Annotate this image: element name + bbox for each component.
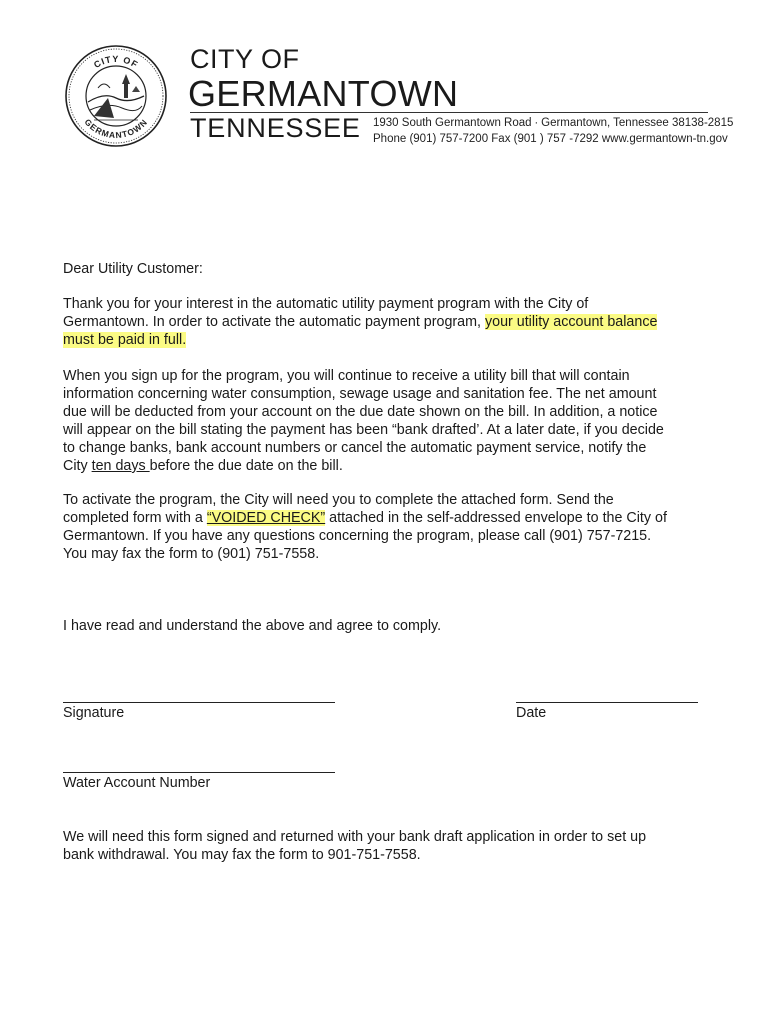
salutation: Dear Utility Customer: — [63, 261, 203, 277]
letterhead-address: 1930 South Germantown Road ∙ Germantown, Tennessee 38138-2815 — [373, 117, 734, 129]
agreement-statement: I have read and understand the above and agree to comply. — [63, 618, 442, 634]
letterhead-contact — [373, 116, 733, 147]
p3-line-3: Germantown. If you have any questions concerning the program, please call (901) 757-7215. — [63, 528, 652, 544]
account-number-line[interactable] — [63, 772, 335, 773]
p2-line: information concerning water consumption, sewage usage and sanitation fee. The net amount — [63, 386, 657, 402]
paragraph-2 — [63, 367, 664, 475]
date-line[interactable] — [516, 702, 698, 703]
p2-line: When you sign up for the program, you will continue to receive a utility bill that will contain — [63, 368, 630, 384]
p1-line-3 — [63, 331, 657, 349]
letterhead-phone-web: Phone (901) 757-7200 Fax (901 ) 757 -7292 www.germantown-tn.gov — [373, 132, 728, 145]
p1-line-2: Germantown. In order to activate the automatic payment program, your utility account balance — [63, 314, 658, 330]
p2-line-last: City ten days before the due date on the bill. — [63, 458, 343, 474]
svg-text:GERMANTOWN: GERMANTOWN — [82, 116, 150, 141]
highlight-voided-check: “VOIDED CHECK” — [206, 510, 326, 526]
ten-days-underlined: ten days — [91, 458, 150, 474]
letterhead-city-of: CITY OF — [190, 44, 300, 74]
paragraph-3 — [63, 491, 667, 563]
account-number-label: Water Account Number — [63, 775, 211, 791]
closing-line-1: We will need this form signed and returned with your bank draft application in order to set up — [63, 829, 647, 845]
letterhead-germantown: GERMANTOWN — [188, 73, 459, 114]
highlight-balance: your utility account balance — [484, 314, 658, 330]
letterhead-tennessee: TENNESSEE — [190, 113, 361, 143]
p2-line: to change banks, bank account numbers or cancel the automatic payment service, notify the — [63, 440, 647, 456]
city-seal — [64, 44, 168, 148]
date-label: Date — [516, 705, 547, 721]
p3-line-2: completed form with a “VOIDED CHECK” attached in the self-addressed envelope to the City of — [63, 510, 667, 526]
svg-text:CITY OF: CITY OF — [92, 53, 140, 70]
p3-line-4: You may fax the form to (901) 751-7558. — [63, 546, 320, 562]
p2-line: will appear on the bill stating the payment has been “bank drafted’. At a later date, if you decide — [63, 422, 664, 438]
closing-paragraph — [63, 828, 646, 864]
closing-line-2: bank withdrawal. You may fax the form to 901-751-7558. — [63, 847, 421, 863]
p3-line-1: To activate the program, the City will need you to complete the attached form. Send the — [63, 492, 614, 508]
paragraph-1 — [63, 295, 657, 349]
highlight-paid-in-full: must be paid in full. — [63, 332, 187, 348]
signature-line[interactable] — [63, 702, 335, 703]
signature-label: Signature — [63, 705, 125, 721]
p1-line-1: Thank you for your interest in the automatic utility payment program with the City of — [63, 296, 589, 312]
p2-line: due will be deducted from your account on the due date shown on the bill. In addition, a notice — [63, 404, 658, 420]
